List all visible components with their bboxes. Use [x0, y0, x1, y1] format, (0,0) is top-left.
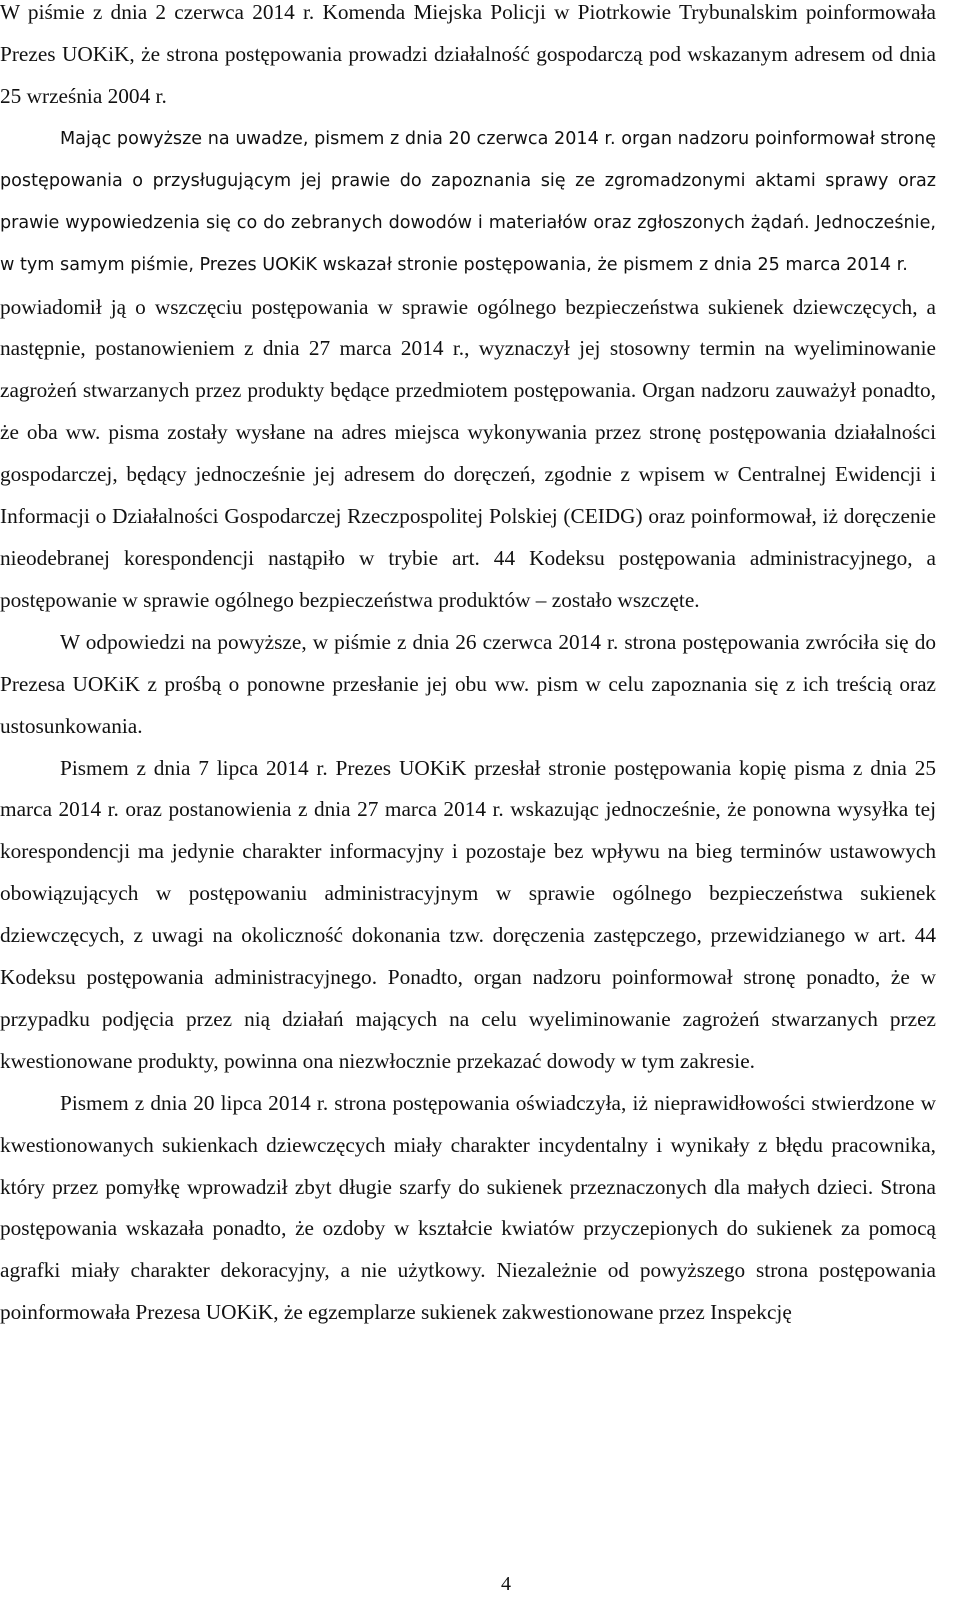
paragraph-1: W piśmie z dnia 2 czerwca 2014 r. Komenda Miejska Policji w Piotrkowie Trybunalskim poinformowała Prezes UOKiK, że strona postępowania prowadzi działalność gospodarczą pod wskazanym adresem od dnia 25 września 2004 r. [0, 0, 936, 108]
paragraph-3: powiadomił ją o wszczęciu postępowania w sprawie ogólnego bezpieczeństwa sukienek dziewczęcych, a następnie, postanowieniem z dnia 27 marca 2014 r., wyznaczył jej stosowny termin na wyeliminowanie zagrożeń stwarzanych przez produkty będące przedmiotem postępowania. Organ nadzoru zauważył ponadto, że oba ww. pisma zostały wysłane na adres miejsca wykonywania przez stronę postępowania działalności gospodarczej, będący jednocześnie jej adresem do doręczeń, zgodnie z wpisem w Centralnej Ewidencji i Informacji o Działalności Gospodarczej Rzeczpospolitej Polskiej (CEIDG) oraz poinformował, iż doręczenie nieodebranej korespondencji nastąpiło w trybie art. 44 Kodeksu postępowania administracyjnego, a postępowanie w sprawie ogólnego bezpieczeństwa produktów – zostało wszczęte. [0, 294, 936, 612]
paragraph-2: Mając powyższe na uwadze, pismem z dnia 20 czerwca 2014 r. organ nadzoru poinformował stronę postępowania o przysługującym jej prawie do zapoznania się ze zgromadzonymi aktami sprawy oraz prawie wypowiedzenia się co do zebranych dowodów i materiałów oraz zgłoszonych żądań. Jednocześnie, w tym samym piśmie, Prezes UOKiK wskazał stronie postępowania, że pismem z dnia 25 marca 2014 r. [0, 128, 936, 276]
page-number: 4 [501, 1573, 511, 1595]
paragraph-5: Pismem z dnia 7 lipca 2014 r. Prezes UOKiK przesłał stronie postępowania kopię pisma z dnia 25 marca 2014 r. oraz postanowienia z dnia 27 marca 2014 r. wskazując jednocześnie, że ponowna wysyłka tej korespondencji ma jedynie charakter informacyjny i pozostaje bez wpływu na bieg terminów ustawowych obowiązujących w postępowaniu administracyjnym w sprawie ogólnego bezpieczeństwa sukienek dziewczęcych, z uwagi na okoliczność dokonania tzw. doręczenia zastępczego, przewidzianego w art. 44 Kodeksu postępowania administracyjnego. Ponadto, organ nadzoru poinformował stronę ponadto, że w przypadku podjęcia przez nią działań mających na celu wyeliminowanie zagrożeń stwarzanych przez kwestionowane produkty, powinna ona niezwłocznie przekazać dowody w tym zakresie. [0, 755, 936, 1073]
paragraph-6: Pismem z dnia 20 lipca 2014 r. strona postępowania oświadczyła, iż nieprawidłowości stwierdzone w kwestionowanych sukienkach dziewczęcych miały charakter incydentalny i wynikały z błędu pracownika, który przez pomyłkę wprowadził zbyt długie szarfy do sukienek przeznaczonych dla małych dzieci. Strona postępowania wskazała ponadto, że ozdoby w kształcie kwiatów przyczepionych do sukienek za pomocą agrafki miały charakter dekoracyjny, a nie użytkowy. Niezależnie od powyższego strona postępowania poinformowała Prezesa UOKiK, że egzemplarze sukienek zakwestionowane przez Inspekcję [0, 1090, 936, 1325]
paragraph-4: W odpowiedzi na powyższe, w piśmie z dnia 26 czerwca 2014 r. strona postępowania zwróciła się do Prezesa UOKiK z prośbą o ponowne przesłanie jej obu ww. pism w celu zapoznania się z ich treścią oraz ustosunkowania. [0, 629, 936, 738]
